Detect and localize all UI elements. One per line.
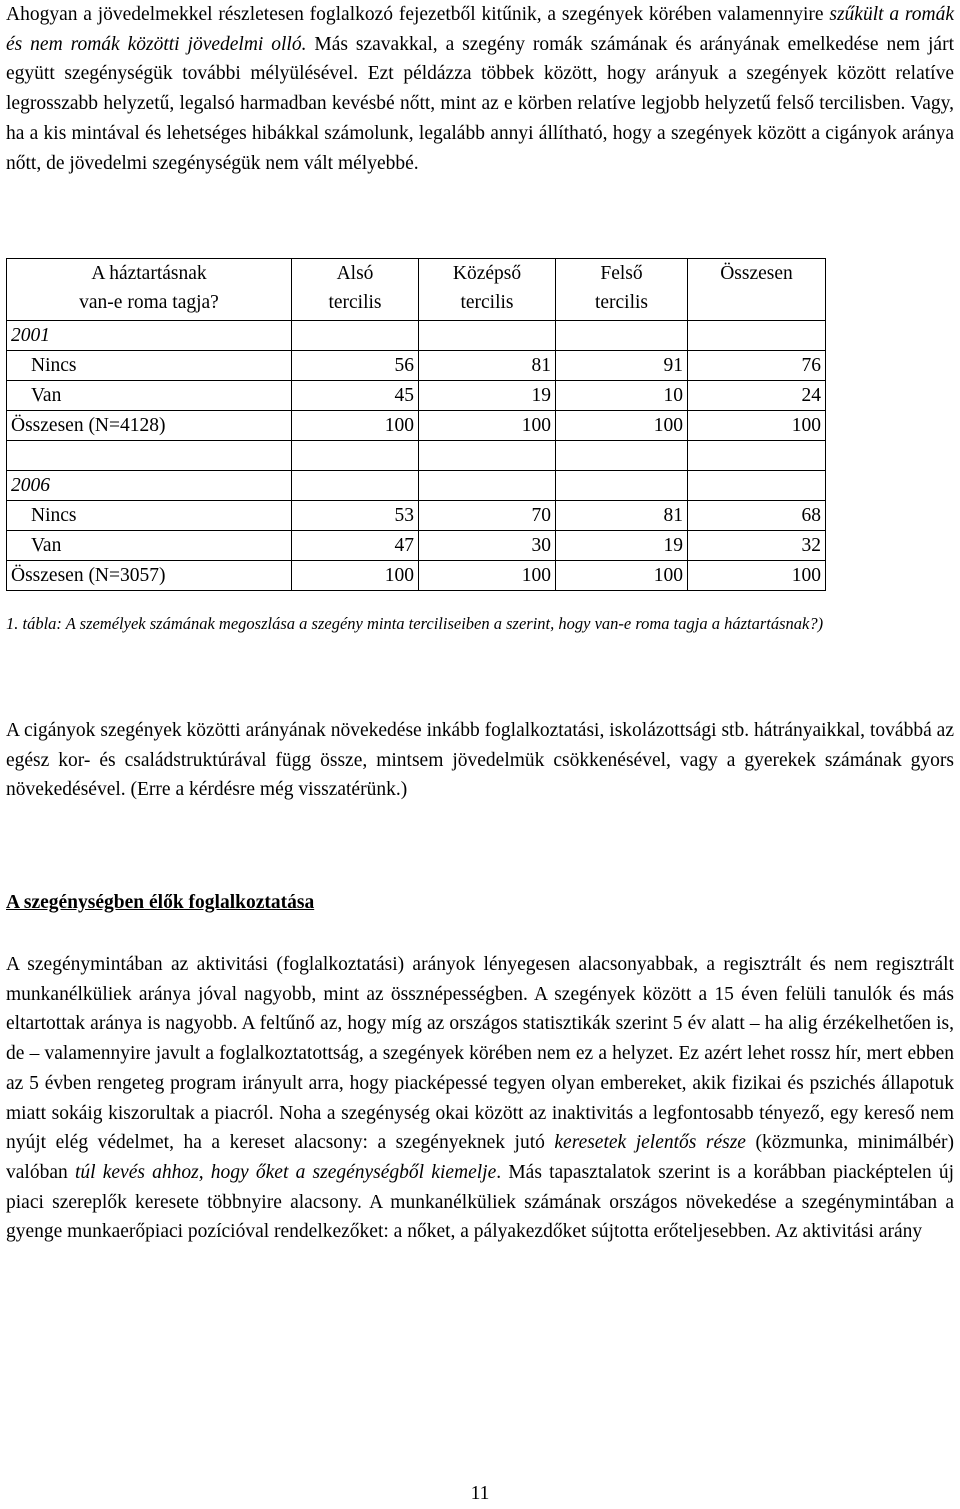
- cell-value: 100: [688, 561, 826, 591]
- cell-value: 30: [419, 531, 556, 561]
- cell-value: 100: [556, 411, 688, 441]
- cell-value: 100: [419, 411, 556, 441]
- table-year-row-2006: [7, 471, 826, 501]
- cell-value: 24: [688, 381, 826, 411]
- p3-italic-2: túl kevés ahhoz, hogy őket a szegénységből kiemelje: [74, 1161, 497, 1183]
- paragraph-2: A cigányok szegények közötti arányának növekedése inkább foglalkoztatási, iskolázottsági stb. hátrányaikkal, továbbá az egész kor- és családstruktúrával függ össze, mintsem jövedelmük csökkenésével, vagy a gyerekek számának gyors növekedésével. (Erre a kérdésre még visszatérünk.): [6, 720, 954, 801]
- p3-text-1: A szegénymintában az aktivitási (foglalkoztatási) arányok lényegesen alacsonyabbak, a regisztrált és nem regisztrált munkanélküliek aránya jóval nagyobb, mint az össznépességben. A szegények között a 15 éven felüli tanulók és más eltartottak aránya is nagyobb. A feltűnő az, hogy míg az országos statisztikák szerint 5 év alatt – ha alig érzékelhetően is, de – valamennyire javult a foglalkoztatottság, a szegények körében nem ez a helyzet. Ez azért lehet rossz hír, mert ebben az 5 évben rengeteg program irányult arra, hogy piacképessé tegyen olyan embereket, akik fizikai és pszichés állapotuk miatt sokáig kiszorultak a piacról. Noha a szegénység okai között az inaktivitás a legfontosabb tényező, egy kereső nem nyújt elég védelmet, ha a kereset alacsony: a szegényeknek jutó: [6, 954, 954, 1154]
- cell-value: 32: [688, 531, 826, 561]
- cell-value: 100: [688, 411, 826, 441]
- cell-value: 53: [292, 501, 419, 531]
- cell-value: 100: [292, 561, 419, 591]
- cell-value: 81: [556, 501, 688, 531]
- row-label: Van: [7, 381, 292, 411]
- p1-italic-phrase: szűkült a romák és nem romák közötti jövedelmi olló.: [6, 4, 954, 55]
- table-row: [7, 561, 826, 591]
- cell-value: 68: [688, 501, 826, 531]
- header-household-roma: A háztartásnak van-e roma tagja?: [7, 259, 292, 321]
- cell-value: 100: [292, 411, 419, 441]
- p3-italic-1: keresetek jelentős része: [554, 1132, 746, 1154]
- table-row: [7, 501, 826, 531]
- row-label: Összesen (N=4128): [7, 411, 292, 441]
- p1-text-2: Más szavakkal, a szegény romák számának és arányának emelkedése nem járt együtt szegénységük további mélyülésével. Ezt példázza többek között, hogy arányuk a szegények között relatíve legrosszabb helyzetű, legalsó harmadban kevésbé nőtt, mint az e körben relatíve legjobb helyzetű felső tercilisben. Vagy, ha a kis mintával és lehetséges hibákkal számolunk, legalább annyi állítható, hogy a szegények között a cigányok aránya nőtt, de jövedelmi szegénységük nem vált mélyebbé.: [6, 33, 954, 174]
- cell-value: 81: [419, 351, 556, 381]
- table-year-row-2001: [7, 321, 826, 351]
- table-header-row: [7, 259, 826, 321]
- paragraph-3: [6, 950, 954, 1247]
- row-label: Van: [7, 531, 292, 561]
- table-row: [7, 531, 826, 561]
- header-total: Összesen: [688, 259, 826, 321]
- data-table: [6, 258, 826, 591]
- row-label: Nincs: [7, 501, 292, 531]
- section-heading: A szegénységben élők foglalkoztatása: [6, 892, 315, 913]
- cell-value: 70: [419, 501, 556, 531]
- header-middle-tercile: Középső tercilis: [419, 259, 556, 321]
- p3-text-3: . Más tapasztalatok szerint is a korábban piacképtelen új piaci szereplők keresete többnyire alacsony. A munkanélküliek számának országos növekedése a szegénymintában a gyenge munkaerőpiaci pozícióval rendelkezőket: a nőket, a pályakezdőket sújtotta erőteljesebben. Az aktivitási arány: [6, 1161, 954, 1243]
- cell-value: 76: [688, 351, 826, 381]
- p3-text-2: (közmunka, minimálbér) valóban: [6, 1132, 954, 1183]
- cell-value: 10: [556, 381, 688, 411]
- paragraph-1: [6, 0, 954, 178]
- row-label: Nincs: [7, 351, 292, 381]
- table-row: [7, 351, 826, 381]
- cell-value: 45: [292, 381, 419, 411]
- cell-value: 100: [419, 561, 556, 591]
- table-caption: 1. tábla: A személyek számának megoszlása a szegény minta terciliseiben a szerint, hogy van-e roma tagja a háztartásnak?): [6, 614, 824, 633]
- cell-value: 47: [292, 531, 419, 561]
- header-upper-tercile: Felső tercilis: [556, 259, 688, 321]
- cell-value: 100: [556, 561, 688, 591]
- cell-value: 19: [556, 531, 688, 561]
- cell-value: 56: [292, 351, 419, 381]
- cell-value: 19: [419, 381, 556, 411]
- page-number: 11: [470, 1483, 490, 1504]
- table-spacer-row: [7, 441, 826, 471]
- table-row: [7, 411, 826, 441]
- year-label: 2001: [7, 321, 292, 351]
- year-label: 2006: [7, 471, 292, 501]
- row-label: Összesen (N=3057): [7, 561, 292, 591]
- p1-text-1: Ahogyan a jövedelmekkel részletesen foglalkozó fejezetből kitűnik, a szegények körében valamennyire: [6, 4, 830, 25]
- header-lower-tercile: Alsó tercilis: [292, 259, 419, 321]
- table-row: [7, 381, 826, 411]
- cell-value: 91: [556, 351, 688, 381]
